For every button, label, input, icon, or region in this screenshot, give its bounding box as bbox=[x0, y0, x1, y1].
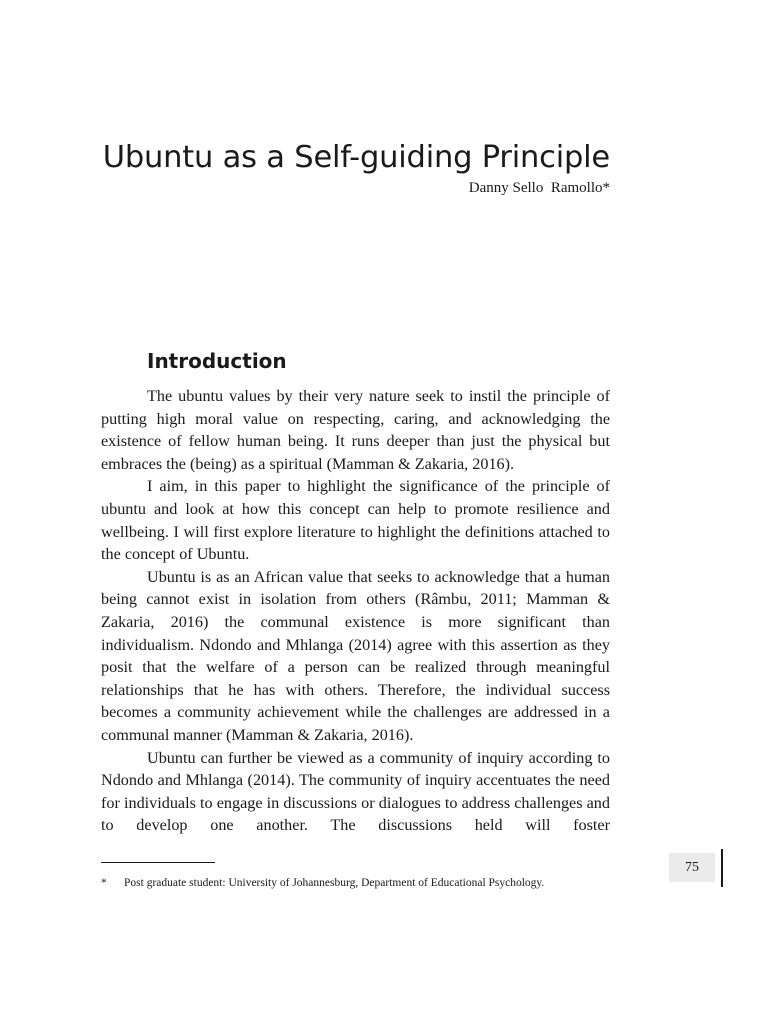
author-name: Danny Sello Ramollo* bbox=[468, 180, 610, 196]
footnote-marker: * bbox=[101, 877, 107, 889]
paragraph: Ubuntu is as an African value that seeks to acknowledge that a human being cannot exist in isolation from others (Râmbu, 2011; Mamman & Zakaria, 2016) the communal existence is more significant than individualism. Ndondo and Mhlanga (2014) agree with this assertion as they posit that the welfare of a person can be realized through meaningful relationships that he has with others. Therefore, the individual success becomes a community achievement while the challenges are addressed in a communal manner (Mamman & Zakaria, 2016). bbox=[101, 567, 610, 744]
footnote bbox=[101, 876, 610, 890]
page-number: 75 bbox=[669, 853, 715, 882]
footnote-divider bbox=[101, 862, 215, 863]
page-edge-divider bbox=[721, 849, 723, 887]
footnote-text: Post graduate student: University of Johannesburg, Department of Educational Psychology. bbox=[124, 877, 545, 889]
article-title: Ubuntu as a Self-guiding Principle bbox=[102, 140, 610, 175]
paragraph: Ubuntu can further be viewed as a community of inquiry according to Ndondo and Mhlanga (2014). The community of inquiry accentuates the need for individuals to engage in discussions or dialogues to address challenges and to develop one another. The discussions held will foster bbox=[101, 748, 610, 835]
paragraph: The ubuntu values by their very nature seek to instil the principle of putting high moral value on respecting, caring, and acknowledging the existence of fellow human being. It runs deeper than just the physical but embraces the (being) as a spiritual (Mamman & Zakaria, 2016). bbox=[101, 387, 610, 473]
section-heading: Introduction bbox=[147, 349, 287, 373]
body-text bbox=[101, 385, 610, 837]
paragraph: I aim, in this paper to highlight the significance of the principle of ubuntu and look at how this concept can help to promote resilience and wellbeing. I will first explore literature to highlight the definitions attached to the concept of Ubuntu. bbox=[101, 477, 610, 564]
